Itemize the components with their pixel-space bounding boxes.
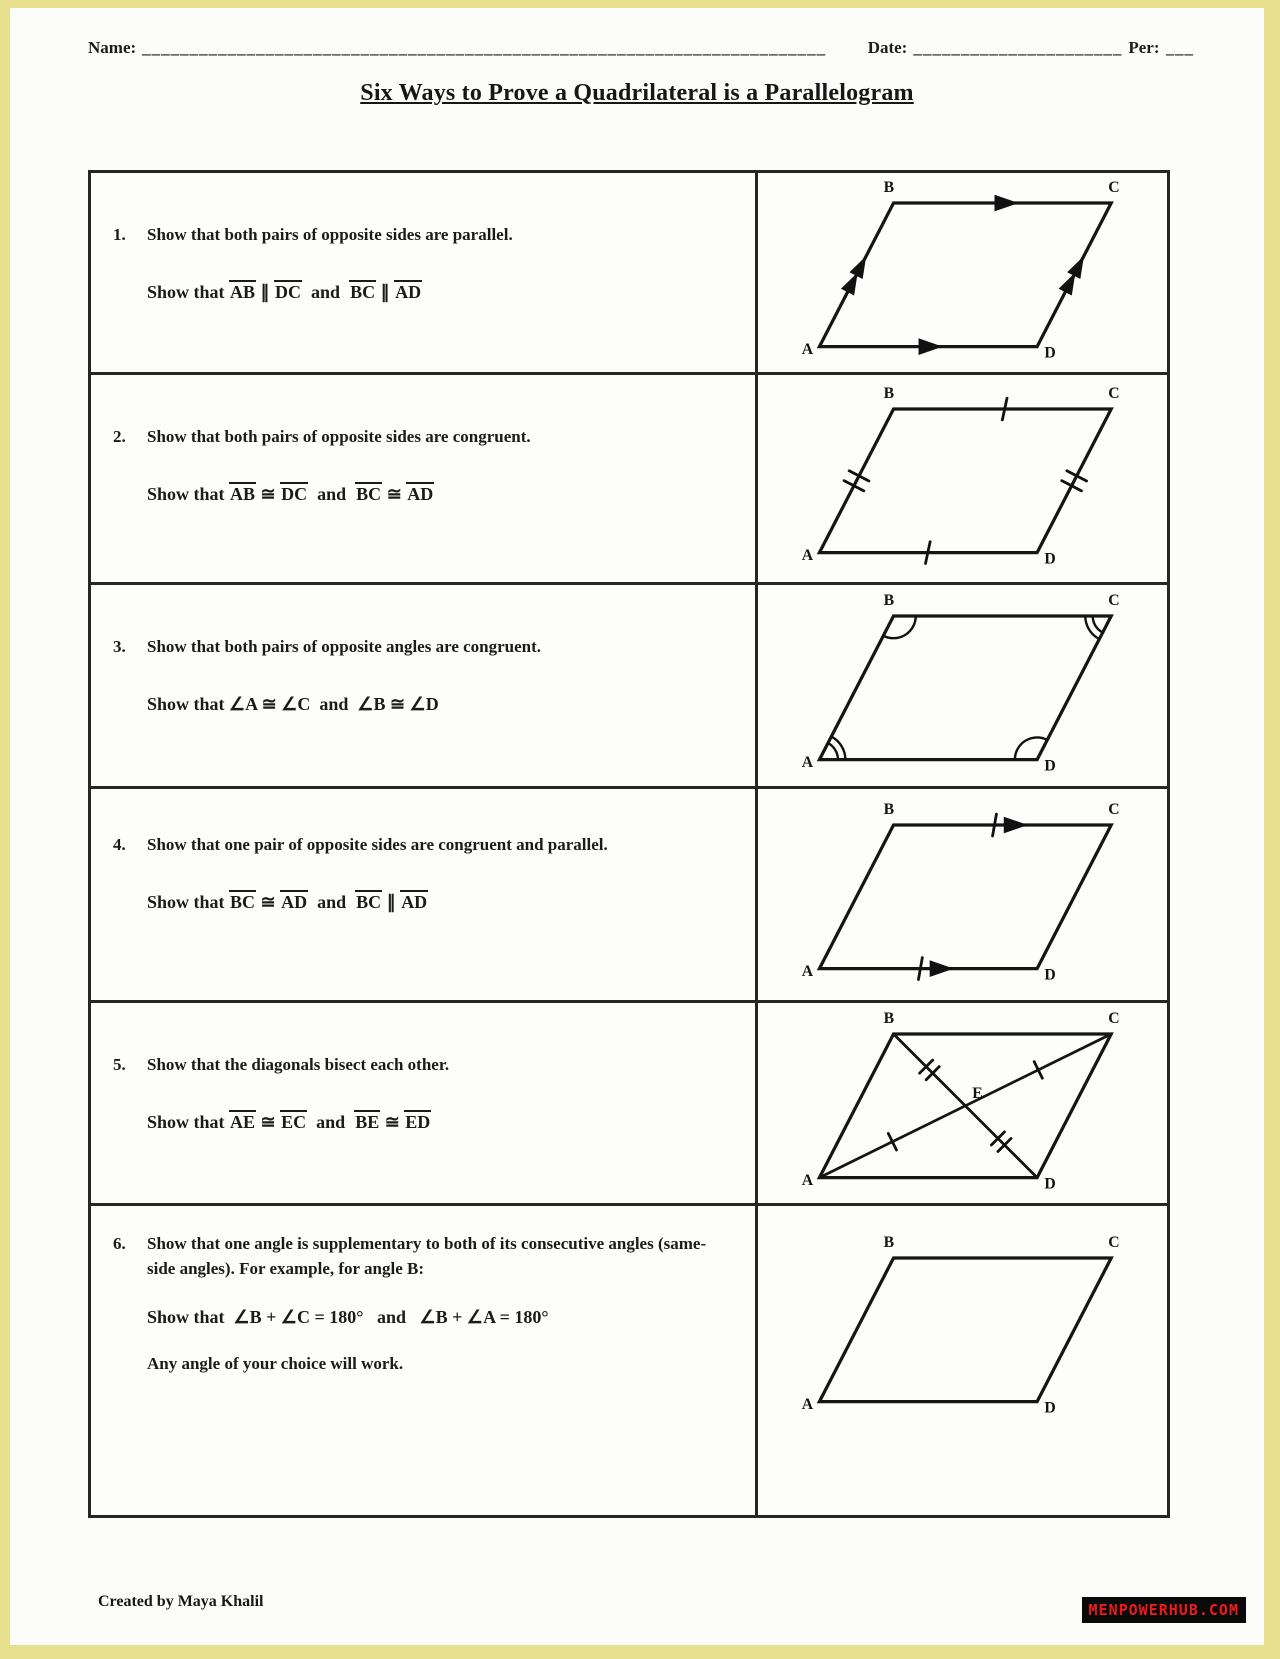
method-text-3 bbox=[91, 585, 755, 786]
method-text-1 bbox=[91, 173, 755, 372]
name-blank-line: ________________________________________________________________________ bbox=[142, 38, 827, 57]
methods-table bbox=[88, 170, 1170, 1518]
vertex-label-d: D bbox=[1043, 966, 1056, 984]
item-number: 2. bbox=[113, 427, 126, 446]
vertex-label-c: C bbox=[1107, 1233, 1120, 1251]
worksheet-header bbox=[88, 38, 1194, 58]
parallelogram-diagonals-diagram bbox=[787, 1006, 1139, 1201]
method-statement: Show that the diagonals bisect each other. bbox=[147, 1055, 450, 1074]
vertex-label-c: C bbox=[1107, 384, 1120, 402]
table-row-6 bbox=[91, 1206, 1167, 1515]
diagram-cell-5 bbox=[755, 1003, 1167, 1203]
vertex-label-d: D bbox=[1043, 1175, 1056, 1193]
table-row-1 bbox=[91, 173, 1167, 375]
method-text-2 bbox=[91, 375, 755, 582]
method-note: Any angle of your choice will work. bbox=[147, 1354, 404, 1374]
method-statement: Show that both pairs of opposite sides are parallel. bbox=[147, 225, 513, 244]
vertex-label-b: B bbox=[883, 591, 894, 609]
diagram-cell-3 bbox=[755, 585, 1167, 786]
parallelogram-congruent-ticks-diagram bbox=[787, 381, 1139, 576]
vertex-label-b: B bbox=[883, 1009, 894, 1027]
table-row-4 bbox=[91, 789, 1167, 1003]
method-text-6 bbox=[91, 1206, 755, 1515]
method-formula: Show that AB ∥ DC and BC ∥ AD bbox=[147, 281, 422, 302]
vertex-label-c: C bbox=[1107, 1009, 1120, 1027]
vertex-label-c: C bbox=[1107, 800, 1120, 818]
date-label: Date: bbox=[867, 38, 908, 57]
vertex-label-d: D bbox=[1043, 344, 1056, 362]
vertex-label-a: A bbox=[801, 1396, 813, 1414]
item-number: 6. bbox=[113, 1234, 126, 1253]
item-number: 4. bbox=[113, 835, 126, 854]
page-title: Six Ways to Prove a Quadrilateral is a Parallelogram bbox=[360, 80, 914, 106]
table-row-3 bbox=[91, 585, 1167, 789]
parallelogram-angle-arcs-diagram bbox=[787, 588, 1139, 783]
vertex-label-c: C bbox=[1107, 178, 1120, 196]
method-text-5 bbox=[91, 1003, 755, 1203]
vertex-label-b: B bbox=[883, 800, 894, 818]
site-watermark: MENPOWERHUB.COM bbox=[1082, 1597, 1246, 1623]
table-row-5 bbox=[91, 1003, 1167, 1206]
diagram-cell-2 bbox=[755, 375, 1167, 582]
name-label: Name: bbox=[88, 38, 137, 57]
method-statement: Show that both pairs of opposite sides are congruent. bbox=[147, 427, 531, 446]
method-statement: Show that both pairs of opposite angles are congruent. bbox=[147, 637, 542, 656]
vertex-label-a: A bbox=[801, 547, 813, 565]
method-formula: Show that ∠A ≅ ∠C and ∠B ≅ ∠D bbox=[147, 693, 439, 714]
vertex-label-b: B bbox=[883, 1233, 894, 1251]
method-formula: Show that ∠B + ∠C = 180° and ∠B + ∠A = 180° bbox=[147, 1307, 549, 1328]
vertex-label-a: A bbox=[801, 754, 813, 772]
method-statement: Show that one pair of opposite sides are congruent and parallel. bbox=[147, 835, 608, 854]
vertex-label-a: A bbox=[801, 341, 813, 359]
item-number: 5. bbox=[113, 1055, 126, 1074]
method-formula: Show that AE ≅ EC and BE ≅ ED bbox=[147, 1111, 431, 1132]
vertex-label-d: D bbox=[1043, 757, 1056, 775]
diagram-cell-6 bbox=[755, 1206, 1167, 1515]
vertex-label-a: A bbox=[801, 1171, 813, 1189]
item-number: 1. bbox=[113, 225, 126, 244]
table-row-2 bbox=[91, 375, 1167, 585]
center-label-e: E bbox=[971, 1084, 983, 1102]
vertex-label-b: B bbox=[883, 384, 894, 402]
vertex-label-a: A bbox=[801, 963, 813, 981]
date-blank-line: ______________________ bbox=[913, 38, 1123, 57]
method-formula: Show that BC ≅ AD and BC ∥ AD bbox=[147, 891, 428, 912]
diagram-cell-4 bbox=[755, 789, 1167, 1000]
item-number: 3. bbox=[113, 637, 126, 656]
vertex-label-c: C bbox=[1107, 591, 1120, 609]
vertex-label-d: D bbox=[1043, 550, 1056, 568]
method-text-4 bbox=[91, 789, 755, 1000]
vertex-label-b: B bbox=[883, 178, 894, 196]
method-statement: Show that one angle is supplementary to both of its consecutive angles (same-side angles). For example, for angle B: bbox=[147, 1234, 707, 1278]
parallelogram-plain-diagram bbox=[787, 1230, 1139, 1425]
parallelogram-parallel-arrows-diagram bbox=[787, 175, 1139, 370]
method-formula: Show that AB ≅ DC and BC ≅ AD bbox=[147, 483, 434, 504]
creator-credit: Created by Maya Khalil bbox=[98, 1593, 264, 1610]
vertex-label-d: D bbox=[1043, 1399, 1056, 1417]
parallelogram-tick-and-arrow-diagram bbox=[787, 797, 1139, 992]
period-label: Per: bbox=[1128, 38, 1160, 57]
diagram-cell-1 bbox=[755, 173, 1167, 372]
period-blank-line: ___ bbox=[1165, 38, 1194, 57]
